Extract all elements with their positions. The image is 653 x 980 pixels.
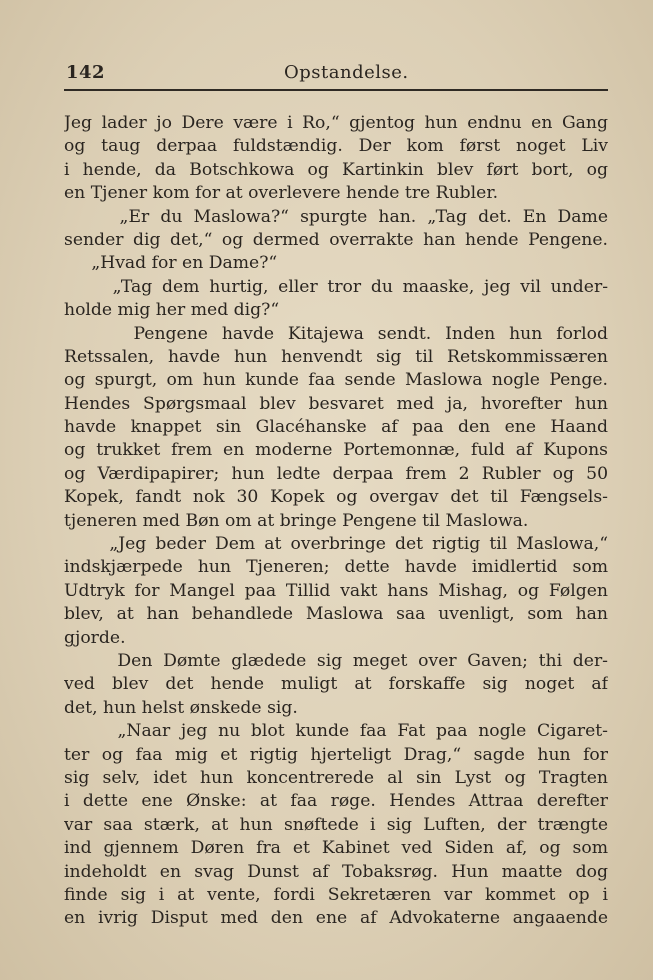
text-line: finde sig i at vente, fordi Sekretæren var kommet op i <box>64 884 608 905</box>
text-line: og spurgt, om hun kunde faa sende Maslowa nogle Penge. <box>64 370 608 391</box>
page-header <box>66 62 608 90</box>
text-line: holde mig her med dig?“ <box>64 300 280 321</box>
header-rule <box>64 89 608 91</box>
text-line: „Er du Maslowa?“ spurgte han. „Tag det. En Dame <box>64 206 608 227</box>
text-line: i hende, da Botschkowa og Kartinkin blev ført bort, og <box>64 159 608 180</box>
body-text <box>64 112 608 931</box>
text-line: og trukket frem en moderne Portemonnæ, fuld af Kupons <box>64 440 608 461</box>
text-line: Pengene havde Kitajewa sendt. Inden hun forlod <box>64 323 608 344</box>
text-line: indeholdt en svag Dunst af Tobaksrøg. Hun maatte dog <box>64 861 608 882</box>
text-line: Den Dømte glædede sig meget over Gaven; thi der- <box>64 650 608 671</box>
text-line: „Tag dem hurtig, eller tror du maaske, jeg vil under- <box>64 276 608 297</box>
text-line: „Naar jeg nu blot kunde faa Fat paa nogle Cigaret- <box>64 721 608 742</box>
text-line: og taug derpaa fuldstændig. Der kom først noget Liv <box>64 136 608 157</box>
text-line: indskjærpede hun Tjeneren; dette havde imidlertid som <box>64 557 608 578</box>
text-line: Hendes Spørgsmaal blev besvaret med ja, hvorefter hun <box>64 393 608 414</box>
text-line: blev, at han behandlede Maslowa saa uvenligt, som han <box>64 604 608 625</box>
text-line: „Jeg beder Dem at overbringe det rigtig til Maslowa,“ <box>64 534 608 555</box>
text-line: det, hun helst ønskede sig. <box>64 697 298 718</box>
text-line: ter og faa mig et rigtig hjerteligt Drag,“ sagde hun for <box>64 744 608 765</box>
text-line: en Tjener kom for at overlevere hende tre Rubler. <box>64 183 499 204</box>
text-line: Udtryk for Mangel paa Tillid vakt hans Mishag, og Følgen <box>64 580 608 601</box>
text-line: sender dig det,“ og dermed overrakte han hende Pengene. <box>64 229 608 250</box>
text-line: „Hvad for en Dame?“ <box>64 253 278 274</box>
text-line: havde knappet sin Glacéhanske af paa den ene Haand <box>64 417 608 438</box>
text-line: ind gjennem Døren fra et Kabinet ved Siden af, og som <box>64 838 608 859</box>
text-line: var saa stærk, at hun snøftede i sig Luften, der trængte <box>64 814 608 835</box>
text-line: og Værdipapirer; hun ledte derpaa frem 2 Rubler og 50 <box>64 463 608 484</box>
text-line: tjeneren med Bøn om at bringe Pengene til Maslowa. <box>64 510 529 531</box>
text-line: gjorde. <box>64 627 126 648</box>
text-line: en ivrig Disput med den ene af Advokaterne angaaende <box>64 908 608 929</box>
text-line: Jeg lader jo Dere være i Ro,“ gjentog hun endnu en Gang <box>64 113 608 133</box>
text-line: sig selv, idet hun koncentrerede al sin Lyst og Tragten <box>64 767 608 788</box>
page-number: 142 <box>66 62 106 83</box>
text-line: Kopek, fandt nok 30 Kopek og overgav det til Fængsels- <box>64 487 608 508</box>
text-line: Retssalen, havde hun henvendt sig til Retskommissæren <box>64 346 608 367</box>
running-title: Opstandelse. <box>284 62 409 83</box>
text-line: i dette ene Ønske: at faa røge. Hendes Attraa derefter <box>64 791 608 812</box>
text-line: ved blev det hende muligt at forskaffe sig noget af <box>64 674 608 695</box>
